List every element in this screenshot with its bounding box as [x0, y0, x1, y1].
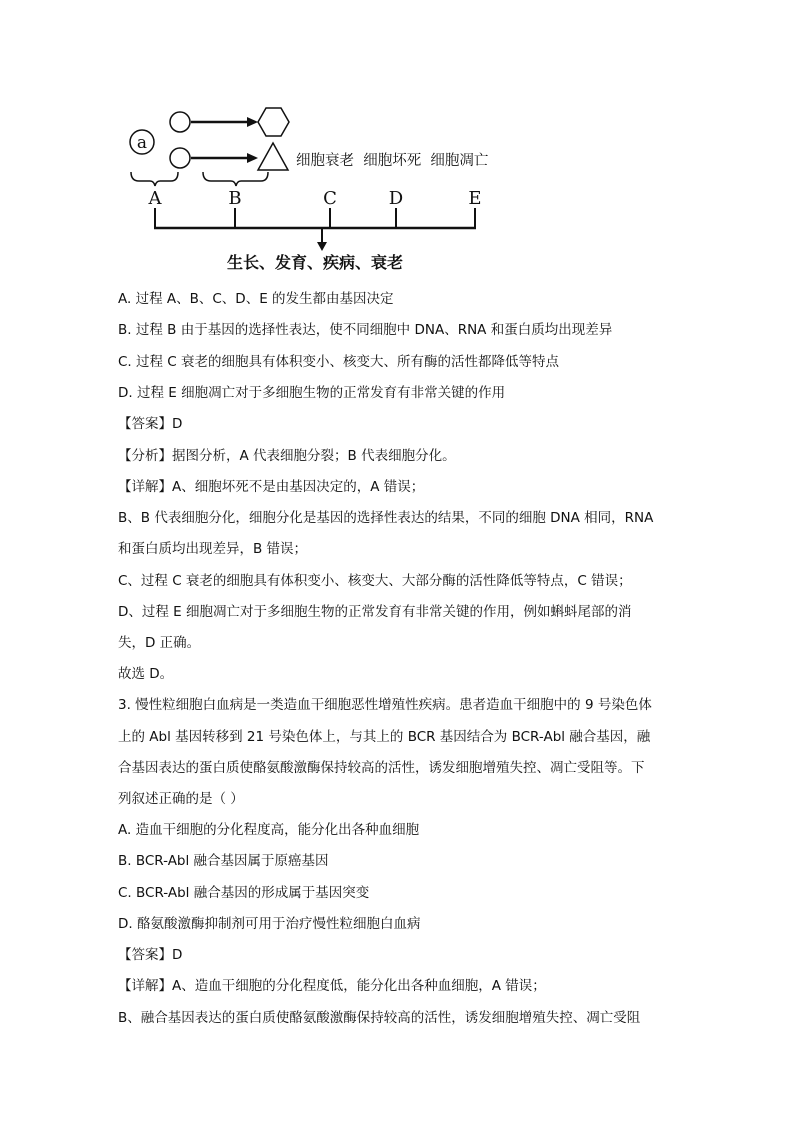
q3-stem-line: 上的 Abl 基因转移到 21 号染色体上，与其上的 BCR 基因结合为 BCR-Abl 融合基因，融 [118, 729, 651, 745]
q3-stem-line: 列叙述正确的是（ ） [118, 791, 244, 807]
q3-detail-line: 【详解】A、造血干细胞的分化程度低，能分化出各种血细胞，A 错误； [118, 978, 546, 994]
q3-stem-line: 合基因表达的蛋白质使酪氨酸激酶保持较高的活性，诱发细胞增殖失控、凋亡受阻等。下 [118, 760, 645, 776]
brace-a [131, 172, 178, 186]
letter-b: B [228, 188, 242, 209]
letter-e: E [468, 188, 482, 209]
circle-a-label: a [136, 133, 148, 153]
q3-option-d: D. 酪氨酸激酶抑制剂可用于治疗慢性粒细胞白血病 [118, 916, 421, 932]
q2-answer: 【答案】D [118, 416, 183, 432]
cell-life-diagram [0, 0, 794, 290]
q2-detail-line: 失，D 正确。 [118, 635, 201, 651]
q2-option-d: D. 过程 E 细胞凋亡对于多细胞生物的正常发育有非常关键的作用 [118, 385, 506, 401]
letter-c: C [323, 188, 337, 209]
q3-detail-line: B、融合基因表达的蛋白质使酪氨酸激酶保持较高的活性，诱发细胞增殖失控、凋亡受阻 [118, 1010, 641, 1026]
down-arrow-head [317, 242, 327, 251]
arrow-top-head [247, 117, 258, 127]
letter-d: D [388, 188, 404, 209]
cell-states-text: 细胞衰老 细胞坏死 细胞凋亡 [296, 153, 489, 169]
q3-option-c: C. BCR-Abl 融合基因的形成属于基因突变 [118, 885, 370, 901]
q3-option-a: A. 造血干细胞的分化程度高，能分化出各种血细胞 [118, 822, 420, 838]
q2-option-b: B. 过程 B 由于基因的选择性表达，使不同细胞中 DNA、RNA 和蛋白质均出现差异 [118, 322, 613, 338]
q3-stem-line: 3. 慢性粒细胞白血病是一类造血干细胞恶性增殖性疾病。患者造血干细胞中的 9 号染色体 [118, 697, 652, 713]
triangle-shape [258, 143, 288, 170]
q2-option-c: C. 过程 C 衰老的细胞具有体积变小、核变大、所有酶的活性都降低等特点 [118, 354, 560, 370]
brace-b [203, 172, 268, 186]
q2-detail-line: 和蛋白质均出现差异，B 错误； [118, 541, 308, 557]
arrow-bottom-head [247, 153, 258, 163]
q3-option-b: B. BCR-Abl 融合基因属于原癌基因 [118, 853, 329, 869]
q2-detail-line: 【详解】A、细胞坏死不是由基因决定的，A 错误； [118, 479, 425, 495]
q2-detail-line: B、B 代表细胞分化，细胞分化是基因的选择性表达的结果，不同的细胞 DNA 相同，RNA [118, 510, 654, 526]
q2-detail-line: C、过程 C 衰老的细胞具有体积变小、核变大、大部分酶的活性降低等特点，C 错误； [118, 573, 632, 589]
q2-detail-line: D、过程 E 细胞凋亡对于多细胞生物的正常发育有非常关键的作用，例如蝌蚪尾部的消 [118, 604, 632, 620]
cell-circle-top [170, 112, 190, 132]
cell-circle-bottom [170, 148, 190, 168]
diagram-bottom-label: 生长、发育、疾病、衰老 [227, 253, 404, 272]
q2-option-a: A. 过程 A、B、C、D、E 的发生都由基因决定 [118, 291, 394, 307]
q2-detail-line: 故选 D。 [118, 666, 174, 682]
q2-analysis: 【分析】据图分析，A 代表细胞分裂；B 代表细胞分化。 [118, 448, 456, 464]
hexagon-shape [258, 108, 289, 136]
q3-answer: 【答案】D [118, 947, 183, 963]
letter-a: A [148, 188, 162, 209]
